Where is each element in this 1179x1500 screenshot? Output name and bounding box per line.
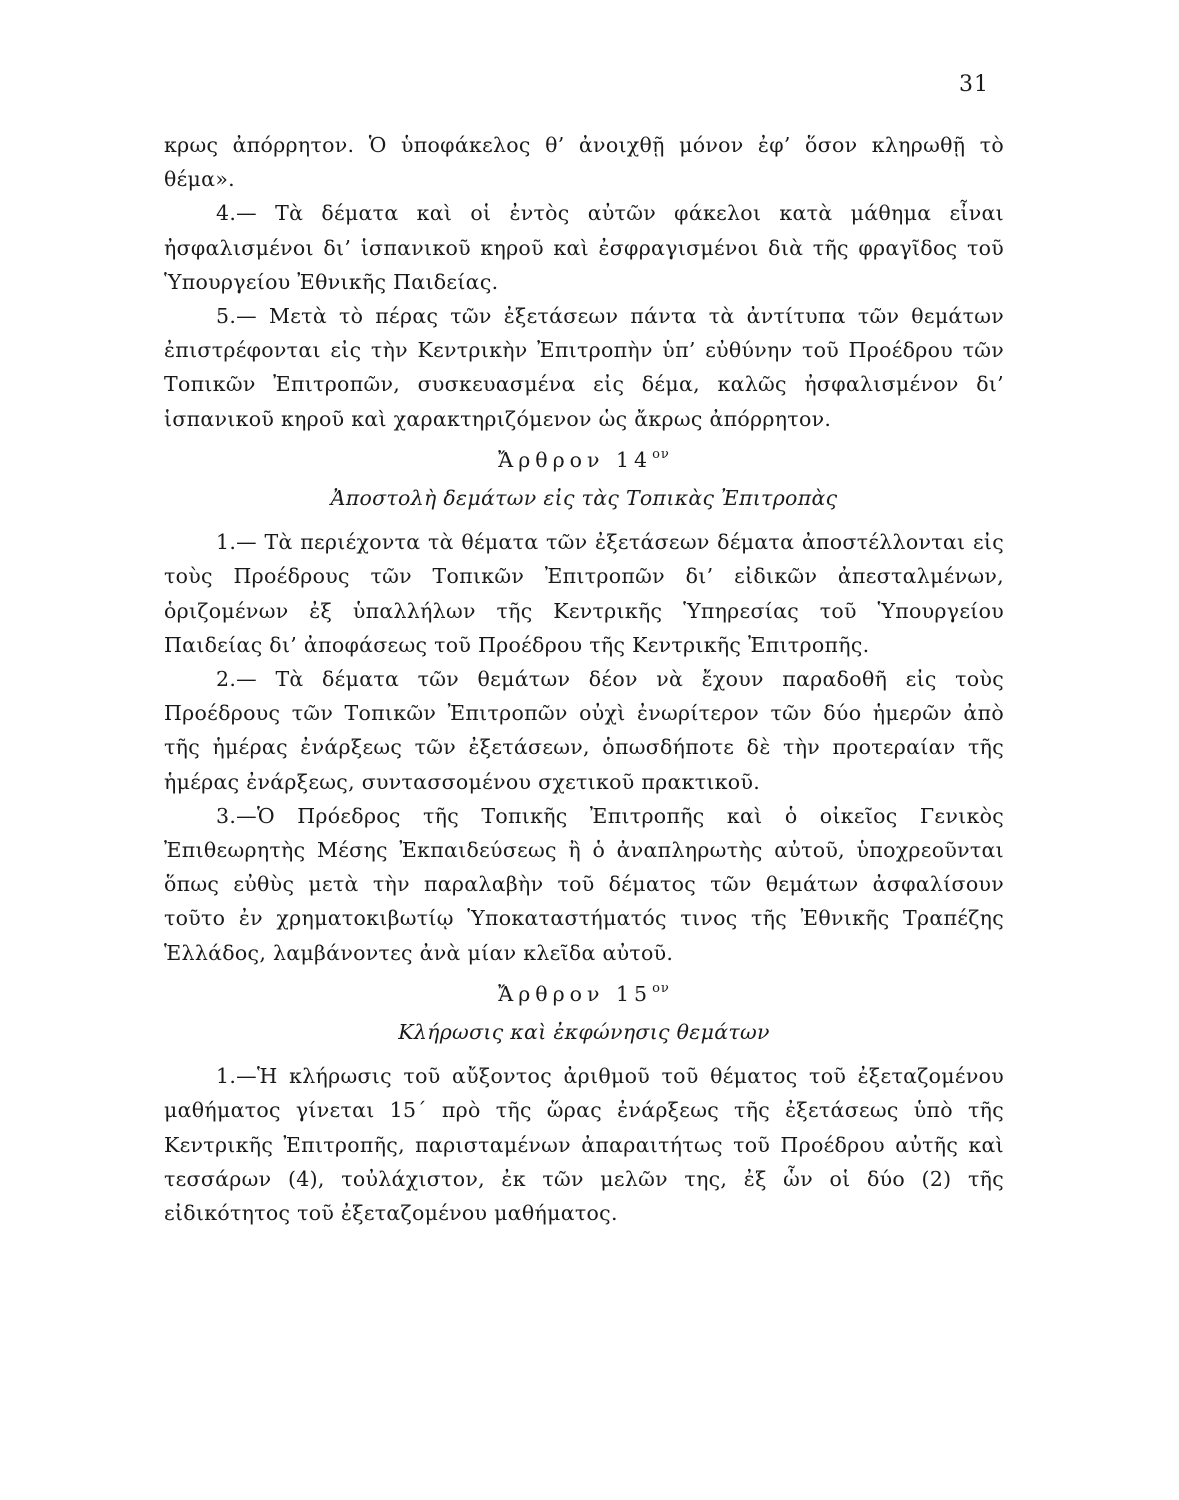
article-14-paragraph-1: 1.— Τὰ περιέχοντα τὰ θέματα τῶν ἐξετάσεων δέματα ἀποστέλλονται εἰς τοὺς Προέδρους τῶν Τοπικῶν Ἐπιτροπῶν δι’ εἰδικῶν ἀπεσταλμένων, ὁριζομένων ἐξ ὑπαλλήλων τῆς Κεντρικῆς Ὑπηρεσίας τοῦ Ὑπουργείου Παιδείας δι’ ἀποφάσεως τοῦ Προέδρου τῆς Κεντρικῆς Ἐπιτροπῆς.: [164, 530, 1004, 657]
article-15-heading: [164, 970, 1004, 1011]
article-15-label: Ἄρθρον 15: [498, 981, 653, 1006]
page-number: 31: [959, 72, 989, 97]
paragraph-4: 4.— Τὰ δέματα καὶ οἱ ἐντὸς αὐτῶν φάκελοι κατὰ μάθημα εἶναι ἠσφαλισμένοι δι’ ἱσπανικοῦ κηροῦ καὶ ἐσφραγισμένοι διὰ τῆς φραγῖδος τοῦ Ὑπουργείου Ἐθνικῆς Παιδείας.: [164, 201, 1004, 294]
article-15-suffix: ον: [652, 980, 670, 996]
paragraph-5: 5.— Μετὰ τὸ πέρας τῶν ἐξετάσεων πάντα τὰ ἀντίτυπα τῶν θεμάτων ἐπιστρέφονται εἰς τὴν Κεντρικὴν Ἐπιτροπὴν ὑπ’ εὐθύνην τοῦ Προέδρου τῶν Τοπικῶν Ἐπιτροπῶν, συσκευασμένα εἰς δέμα, καλῶς ἠσφαλισμένον δι’ ἱσπανικοῦ κηροῦ καὶ χαρακτηριζόμενον ὡς ἄκρως ἀπόρρητον.: [164, 304, 1004, 431]
article-15-paragraph-1: 1.—Ἡ κλήρωσις τοῦ αὔξοντος ἀριθμοῦ τοῦ θέματος τοῦ ἐξεταζομένου μαθήματος γίνεται 15΄ πρὸ τῆς ὥρας ἐνάρξεως τῆς ἐξετάσεως ὑπὸ τῆς Κεντρικῆς Ἐπιτροπῆς, παρισταμένων ἀπαραιτήτως τοῦ Προέδρου αὐτῆς καὶ τεσσάρων (4), τοὐλάχιστον, ἐκ τῶν μελῶν της, ἐξ ὧν οἱ δύο (2) τῆς εἰδικότητος τοῦ ἐξεταζομένου μαθήματος.: [164, 1064, 1004, 1226]
paragraph-intro: κρως ἀπόρρητον. Ὁ ὑποφάκελος θ’ ἀνοιχθῇ μόνον ἐφ’ ὅσον κληρωθῇ τὸ θέμα».: [164, 133, 1004, 192]
article-14-heading: [164, 436, 1004, 477]
article-14-suffix: ον: [652, 446, 670, 462]
article-15-subtitle: Κλήρωσις καὶ ἐκφώνησις θεμάτων: [398, 1020, 770, 1045]
article-14-subtitle: Ἀποστολὴ δεμάτων εἰς τὰς Τοπικὰς Ἐπιτροπὰς: [330, 486, 838, 511]
document-body: [164, 128, 1004, 1230]
article-14-paragraph-3: 3.—Ὁ Πρόεδρος τῆς Τοπικῆς Ἐπιτροπῆς καὶ ὁ οἰκεῖος Γενικὸς Ἐπιθεωρητὴς Μέσης Ἐκπαιδεύσεως ἢ ὁ ἀναπληρωτὴς αὐτοῦ, ὑποχρεοῦνται ὅπως εὐθὺς μετὰ τὴν παραλαβὴν τοῦ δέματος τῶν θεμάτων ἀσφαλίσουν τοῦτο ἐν χρηματοκιβωτίῳ Ὑποκαταστήματός τινος τῆς Ἐθνικῆς Τραπέζης Ἑλλάδος, λαμβάνοντες ἀνὰ μίαν κλεῖδα αὐτοῦ.: [164, 803, 1004, 965]
article-14-paragraph-2: 2.— Τὰ δέματα τῶν θεμάτων δέον νὰ ἔχουν παραδοθῆ εἰς τοὺς Προέδρους τῶν Τοπικῶν Ἐπιτροπῶν οὐχὶ ἐνωρίτερον τῶν δύο ἡμερῶν ἀπὸ τῆς ἡμέρας ἐνάρξεως τῶν ἐξετάσεων, ὁπωσδήποτε δὲ τὴν προτεραίαν τῆς ἡμέρας ἐνάρξεως, συντασσομένου σχετικοῦ πρακτικοῦ.: [164, 667, 1004, 794]
article-14-label: Ἄρθρον 14: [498, 447, 653, 472]
